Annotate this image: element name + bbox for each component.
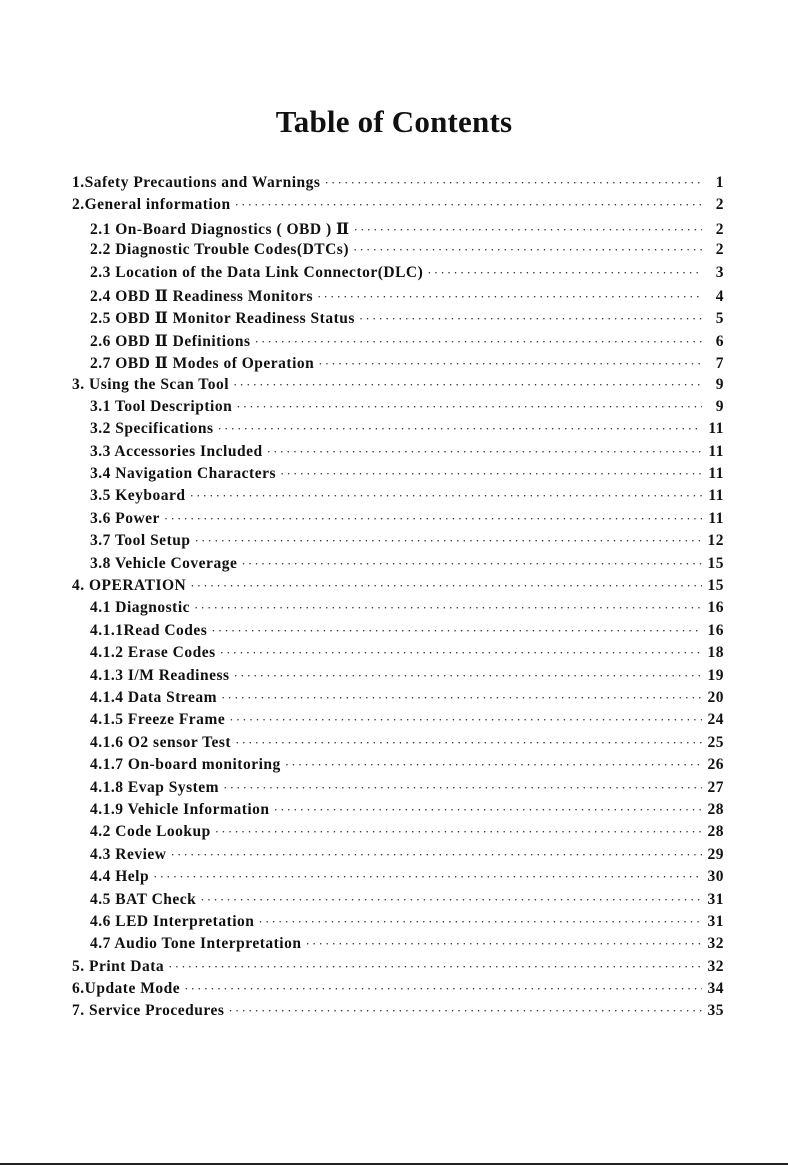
dot-leader: [194, 600, 702, 616]
toc-entry-label: 3.6 Power: [90, 509, 160, 527]
toc-entry[interactable]: [72, 599, 724, 621]
toc-entry-label: 2.2 Diagnostic Trouble Codes(DTCs): [90, 241, 349, 259]
toc-entry-label: 4.1.4 Data Stream: [90, 688, 218, 706]
toc-entry-page-number: 2: [715, 196, 724, 214]
dot-leader: [354, 222, 702, 238]
toc-entry-label: 2.4 OBD Ⅱ Readiness Monitors: [90, 287, 313, 305]
toc-entry-page-number: 20: [707, 688, 724, 706]
toc-entry-label: 3.5 Keyboard: [90, 487, 186, 505]
toc-entry-label: 4.1.2 Erase Codes: [90, 644, 216, 662]
toc-entry[interactable]: [72, 376, 724, 398]
toc-entry-page-number: 34: [707, 980, 724, 998]
toc-entry-label: 1.Safety Precautions and Warnings: [72, 174, 321, 191]
dot-leader: [234, 668, 702, 684]
toc-entry[interactable]: [72, 868, 724, 890]
toc-entry-label: 4.1.9 Vehicle Information: [90, 800, 270, 818]
dot-leader: [164, 511, 702, 527]
toc-entry[interactable]: [72, 980, 724, 1002]
toc-entry[interactable]: [72, 801, 724, 823]
toc-entry[interactable]: [72, 308, 724, 330]
toc-entry-label: 3.3 Accessories Included: [90, 442, 263, 460]
page-title: Table of Contents: [275, 104, 513, 139]
toc-entry-page-number: 11: [708, 487, 724, 505]
toc-entry-page-number: 2: [715, 241, 724, 259]
toc-entry-label: 3.7 Tool Setup: [90, 532, 191, 550]
toc-entry-page-number: 11: [708, 509, 724, 527]
toc-entry-label: 7. Service Procedures: [72, 1002, 225, 1020]
toc-entry[interactable]: [72, 577, 724, 599]
toc-entry[interactable]: [72, 891, 724, 913]
dot-leader: [223, 780, 702, 796]
toc-entry-label: 3.1 Tool Description: [90, 397, 233, 415]
toc-entry[interactable]: [72, 667, 724, 689]
dot-leader: [235, 735, 702, 751]
toc-entry[interactable]: [72, 219, 724, 241]
toc-entry-page-number: 27: [707, 778, 724, 796]
toc-entry-page-number: 31: [707, 890, 724, 908]
dot-leader: [318, 356, 702, 372]
toc-entry[interactable]: [72, 779, 724, 801]
toc-entry[interactable]: [72, 331, 724, 353]
toc-entry[interactable]: [72, 286, 724, 308]
dot-leader: [215, 824, 702, 840]
dot-leader: [258, 914, 702, 930]
dot-leader: [305, 936, 702, 952]
toc-entry-page-number: 32: [707, 957, 724, 975]
dot-leader: [280, 466, 702, 482]
toc-entry-label: 2.General information: [72, 196, 231, 214]
toc-entry-page-number: 28: [707, 823, 724, 841]
toc-entry[interactable]: [72, 555, 724, 577]
toc-entry-label: 4.1.3 I/M Readiness: [90, 666, 230, 684]
dot-leader: [274, 802, 702, 818]
toc-entry-page-number: 9: [715, 375, 724, 393]
toc-entry[interactable]: [72, 420, 724, 442]
dot-leader: [267, 444, 702, 460]
toc-entry[interactable]: [72, 622, 724, 644]
dot-leader: [317, 289, 702, 305]
toc-entry-page-number: 19: [707, 666, 724, 684]
dot-leader: [190, 488, 702, 504]
toc-entry-label: 3. Using the Scan Tool: [72, 375, 230, 393]
toc-entry-page-number: 15: [707, 577, 724, 595]
dot-leader: [170, 847, 702, 863]
toc-entry-label: 4.5 BAT Check: [90, 890, 197, 908]
dot-leader: [427, 265, 702, 281]
toc-entry-label: 5. Print Data: [72, 957, 165, 975]
toc-entry-label: 4.1.6 O2 sensor Test: [90, 733, 232, 751]
dot-leader: [324, 175, 702, 191]
toc-entry-label: 3.8 Vehicle Coverage: [90, 554, 238, 572]
toc-entry[interactable]: [72, 510, 724, 532]
toc-entry-label: 4.2 Code Lookup: [90, 823, 211, 841]
dot-leader: [168, 959, 702, 975]
toc-entry-page-number: 31: [707, 912, 724, 930]
toc-entry-label: 4.1.1Read Codes: [90, 621, 208, 639]
toc-entry-page-number: 16: [707, 621, 724, 639]
toc-entry[interactable]: [72, 241, 724, 263]
dot-leader: [218, 421, 702, 437]
toc-entry-label: 4.1 Diagnostic: [90, 599, 190, 617]
toc-entry[interactable]: [72, 174, 724, 196]
toc-entry-page-number: 9: [715, 397, 724, 415]
dot-leader: [184, 981, 702, 997]
dot-leader: [220, 645, 702, 661]
toc-entry-page-number: 16: [707, 599, 724, 617]
dot-leader: [241, 556, 702, 572]
dot-leader: [229, 712, 702, 728]
dot-leader: [236, 399, 702, 415]
toc-entry[interactable]: [72, 1002, 724, 1024]
toc-entry-page-number: 1: [715, 174, 724, 191]
dot-leader: [211, 623, 702, 639]
toc-entry-label: 2.3 Location of the Data Link Connector(DLC): [90, 263, 424, 281]
toc-entry[interactable]: [72, 196, 724, 218]
toc-entry-page-number: 11: [708, 465, 724, 483]
dot-leader: [255, 334, 703, 350]
dot-leader: [200, 892, 702, 908]
toc-entry-page-number: 24: [707, 711, 724, 729]
toc-entry[interactable]: [72, 935, 724, 957]
toc-entry-page-number: 32: [707, 935, 724, 953]
toc-entry-page-number: 4: [715, 287, 724, 305]
toc-entry-label: 4.1.8 Evap System: [90, 778, 220, 796]
toc-entry-label: 3.2 Specifications: [90, 420, 214, 438]
toc-entry-label: 2.7 OBD Ⅱ Modes of Operation: [90, 355, 315, 373]
toc-entry[interactable]: [72, 398, 724, 420]
toc-entry-page-number: 26: [707, 756, 724, 774]
dot-leader: [194, 533, 702, 549]
dot-leader: [285, 757, 702, 773]
toc-entry-page-number: 35: [707, 1002, 724, 1020]
toc-entry[interactable]: [72, 443, 724, 465]
toc-entry-label: 4.7 Audio Tone Interpretation: [90, 935, 302, 953]
toc-entry-page-number: 11: [708, 442, 724, 460]
toc-entry[interactable]: [72, 532, 724, 554]
toc-entry[interactable]: [72, 958, 724, 980]
toc-entry-page-number: 5: [715, 310, 724, 328]
dot-leader: [233, 377, 702, 393]
toc-entry[interactable]: [72, 689, 724, 711]
toc-entry-page-number: 15: [707, 554, 724, 572]
toc-entry-page-number: 11: [708, 420, 724, 438]
dot-leader: [353, 242, 702, 258]
toc-entry-label: 4.1.7 On-board monitoring: [90, 756, 281, 774]
toc-entry[interactable]: [72, 846, 724, 868]
toc-entry-page-number: 7: [715, 355, 724, 373]
dot-leader: [190, 578, 702, 594]
toc-entry-label: 6.Update Mode: [72, 980, 181, 998]
dot-leader: [235, 197, 702, 213]
toc-entry-label: 4.1.5 Freeze Frame: [90, 711, 226, 729]
toc-entry[interactable]: [72, 711, 724, 733]
toc-entry[interactable]: [72, 734, 724, 756]
toc-entry[interactable]: [72, 913, 724, 935]
toc-entry-page-number: 25: [707, 733, 724, 751]
toc-entry[interactable]: [72, 487, 724, 509]
dot-leader: [221, 690, 702, 706]
toc-entry-label: 3.4 Navigation Characters: [90, 465, 276, 483]
toc-entry-page-number: 2: [715, 220, 724, 238]
toc-entry-page-number: 12: [707, 532, 724, 550]
toc-entry-page-number: 30: [707, 868, 724, 886]
toc-entry-label: 4.4 Help: [90, 868, 150, 886]
dot-leader: [153, 869, 702, 885]
toc-entry[interactable]: [72, 756, 724, 778]
toc-entry-page-number: 3: [715, 263, 724, 281]
toc-entry[interactable]: [72, 264, 724, 286]
toc-entry-label: 2.5 OBD Ⅱ Monitor Readiness Status: [90, 310, 355, 328]
toc-entry-page-number: 29: [707, 845, 724, 863]
toc-entry-page-number: 18: [707, 644, 724, 662]
toc-entry[interactable]: [72, 644, 724, 666]
toc-entry-label: 4. OPERATION: [72, 577, 187, 595]
toc-entry-label: 2.1 On-Board Diagnostics ( OBD ) Ⅱ: [90, 220, 350, 238]
toc-entry-label: 4.6 LED Interpretation: [90, 912, 255, 930]
dot-leader: [228, 1003, 702, 1019]
toc-entry[interactable]: [72, 465, 724, 487]
toc-entry-page-number: 28: [707, 800, 724, 818]
toc-entry-label: 2.6 OBD Ⅱ Definitions: [90, 332, 251, 350]
dot-leader: [359, 311, 702, 327]
toc-entry[interactable]: [72, 823, 724, 845]
toc-entry-label: 4.3 Review: [90, 845, 167, 863]
toc-entry[interactable]: [72, 353, 724, 375]
toc-entry-page-number: 6: [715, 332, 724, 350]
table-of-contents: [72, 174, 724, 1025]
